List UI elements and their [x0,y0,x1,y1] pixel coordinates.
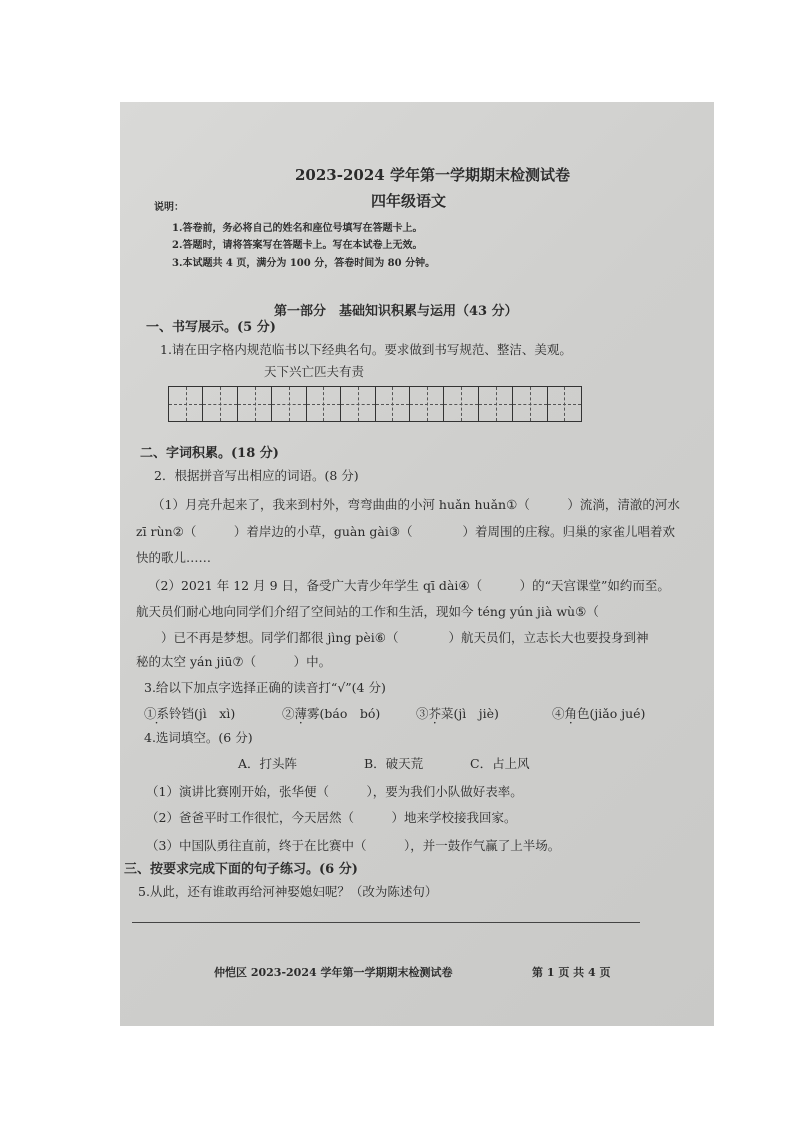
copy-phrase: 天下兴亡匹夫有责 [264,364,365,379]
grid-cell[interactable] [272,387,306,421]
grid-cell[interactable] [410,387,444,421]
question-4: 4.选词填空。(6 分) [144,730,253,745]
q3-option-4: ④角色(jiǎo jué) [552,706,646,721]
passage1-line: 快的歌儿…… [136,550,212,565]
q3-option-3: ③芥菜(jì jiè) [416,706,499,721]
choice-a: A．打头阵 [238,756,298,771]
grid-cell[interactable] [548,387,581,421]
part1-title: 第一部分 基础知识积累与运用（43 分） [274,304,518,319]
choice-b: B．破天荒 [364,756,424,771]
q3-option-1: ①系 ·铃铛(jì xì) [144,704,235,722]
section1-title: 一、书写展示。(5 分) [146,320,276,335]
exam-paper [120,102,714,1026]
instruction-item: 2.答题时，请将答案写在答题卡上。写在本试卷上无效。 [172,240,423,251]
grid-cell[interactable] [238,387,272,421]
passage1-line: zī rùn②（ ）着岸边的小草，guàn gài③（ ）着周围的庄稼。归巢的家雀儿唱着欢 [136,524,676,539]
passage2-line: （2）2021 年 12 月 9 日，备受广大青少年学生 qī dài④（ ）的“天宫课堂”如约而至。 [148,578,670,593]
footer-page-number: 第 1 页 共 4 页 [532,966,611,979]
passage1-line: （1）月亮升起来了，我来到村外，弯弯曲曲的小河 huǎn huǎn①（ ）流淌，清澈的河水 [152,497,680,512]
fill-sentence-3: （3）中国队勇往直前，终于在比赛中（ ），并一鼓作气赢了上半场。 [146,838,561,853]
grid-cell[interactable] [479,387,513,421]
question-2: 2．根据拼音写出相应的词语。(8 分) [154,468,359,483]
question-1: 1.请在田字格内规范临书以下经典名句。要求做到书写规范、整洁、美观。 [160,342,572,357]
q3-option-2: ②薄雾(báo bó) [282,706,381,721]
grid-cell[interactable] [444,387,478,421]
grid-cell[interactable] [376,387,410,421]
grid-cell[interactable] [169,387,203,421]
exam-title: 2023-2024 学年第一学期期末检测试卷 [295,166,570,184]
choice-c: C．占上风 [470,756,530,771]
grid-cell[interactable] [341,387,375,421]
tianzige-grid[interactable] [168,386,582,422]
grid-cell[interactable] [513,387,547,421]
instruction-item: 1.答卷前，务必将自己的姓名和座位号填写在答题卡上。 [172,223,423,234]
question-5: 5.从此，还有谁敢再给河神娶媳妇呢？（改为陈述句） [138,884,438,899]
instruction-item: 3.本试题共 4 页，满分为 100 分，答卷时间为 80 分钟。 [172,258,436,269]
passage2-line: 航天员们耐心地向同学们介绍了空间站的工作和生活，现如今 téng yún jià wù⑤（ [136,604,599,619]
passage2-line: ）已不再是梦想。同学们都很 jìng pèi⑥（ ）航天员们，立志长大也要投身到神 [136,630,649,645]
fill-sentence-2: （2）爸爸平时工作很忙，今天居然（ ）地来学校接我回家。 [146,810,517,825]
answer-line[interactable] [132,922,640,923]
section3-title: 三、按要求完成下面的句子练习。(6 分) [124,862,358,877]
section2-title: 二、字词积累。(18 分) [140,446,279,461]
passage2-line: 秘的太空 yán jiū⑦（ ）中。 [136,654,332,669]
grid-cell[interactable] [203,387,237,421]
fill-sentence-1: （1）演讲比赛刚开始，张华便（ ），要为我们小队做好表率。 [146,784,523,799]
footer-exam-name: 仲恺区 2023-2024 学年第一学期期末检测试卷 [214,966,453,979]
instructions-label: 说明： [154,202,184,213]
exam-subtitle: 四年级语文 [371,192,447,210]
grid-cell[interactable] [307,387,341,421]
question-3: 3.给以下加点字选择正确的读音打“√”(4 分) [144,680,386,695]
